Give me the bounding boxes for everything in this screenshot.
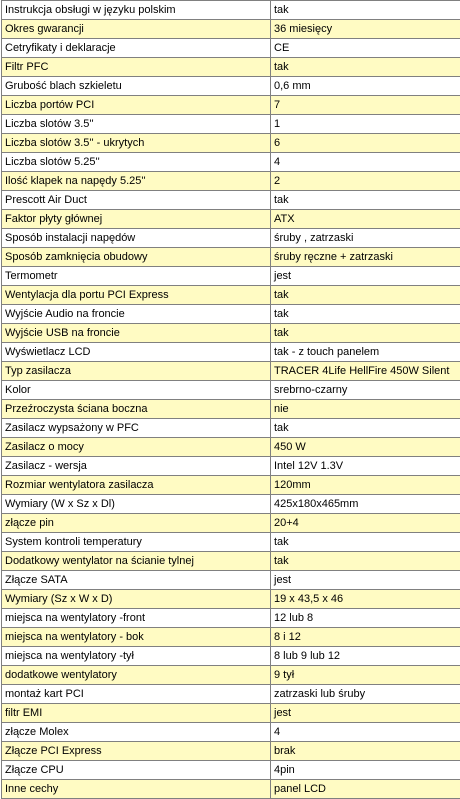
spec-label-cell: Grubość blach szkieletu <box>2 77 271 96</box>
spec-label-cell: Sposób zamknięcia obudowy <box>2 248 271 267</box>
spec-value-cell: 4 <box>271 723 460 742</box>
spec-label-cell: Prescott Air Duct <box>2 191 271 210</box>
spec-value-cell: 20+4 <box>271 514 460 533</box>
spec-value-cell: Intel 12V 1.3V <box>271 457 460 476</box>
spec-value-cell: 7 <box>271 96 460 115</box>
spec-label-cell: miejsca na wentylatory -tył <box>2 647 271 666</box>
table-row <box>2 514 460 533</box>
table-row <box>2 666 460 685</box>
table-row <box>2 96 460 115</box>
spec-label-cell: Instrukcja obsługi w języku polskim <box>2 1 271 20</box>
spec-label-cell: System kontroli temperatury <box>2 533 271 552</box>
table-row <box>2 362 460 381</box>
spec-label-cell: Ilość klapek na napędy 5.25'' <box>2 172 271 191</box>
spec-label-cell: Kolor <box>2 381 271 400</box>
spec-value-cell: srebrno-czarny <box>271 381 460 400</box>
spec-label-cell: złącze Molex <box>2 723 271 742</box>
spec-value-cell: tak <box>271 324 460 343</box>
spec-label-cell: Liczba portów PCI <box>2 96 271 115</box>
spec-value-cell: 8 lub 9 lub 12 <box>271 647 460 666</box>
spec-label-cell: Cetryfikaty i deklaracje <box>2 39 271 58</box>
table-row <box>2 210 460 229</box>
table-row <box>2 495 460 514</box>
spec-label-cell: Wymiary (W x Sz x Dl) <box>2 495 271 514</box>
spec-value-cell: śruby , zatrzaski <box>271 229 460 248</box>
spec-label-cell: Wentylacja dla portu PCI Express <box>2 286 271 305</box>
spec-label-cell: Złącze SATA <box>2 571 271 590</box>
spec-label-cell: filtr EMI <box>2 704 271 723</box>
spec-value-cell: tak - z touch panelem <box>271 343 460 362</box>
table-row <box>2 134 460 153</box>
table-row <box>2 685 460 704</box>
spec-value-cell: 2 <box>271 172 460 191</box>
spec-label-cell: Sposób instalacji napędów <box>2 229 271 248</box>
spec-value-cell: tak <box>271 1 460 20</box>
spec-value-cell: 4 <box>271 153 460 172</box>
table-row <box>2 438 460 457</box>
spec-value-cell: ATX <box>271 210 460 229</box>
spec-value-cell: zatrzaski lub śruby <box>271 685 460 704</box>
table-row <box>2 780 460 799</box>
spec-value-cell: TRACER 4Life HellFire 450W Silent <box>271 362 460 381</box>
spec-label-cell: Inne cechy <box>2 780 271 799</box>
table-row <box>2 761 460 780</box>
spec-value-cell: 8 i 12 <box>271 628 460 647</box>
table-row <box>2 286 460 305</box>
spec-value-cell: 36 miesięcy <box>271 20 460 39</box>
spec-label-cell: Złącze PCI Express <box>2 742 271 761</box>
spec-value-cell: tak <box>271 286 460 305</box>
table-row <box>2 191 460 210</box>
spec-value-cell: śruby ręczne + zatrzaski <box>271 248 460 267</box>
table-row <box>2 267 460 286</box>
spec-label-cell: Wyjście Audio na froncie <box>2 305 271 324</box>
spec-value-cell: panel LCD <box>271 780 460 799</box>
spec-value-cell: jest <box>271 704 460 723</box>
specification-table-body <box>2 1 460 799</box>
spec-value-cell: 425x180x465mm <box>271 495 460 514</box>
table-row <box>2 571 460 590</box>
table-row <box>2 609 460 628</box>
spec-label-cell: Rozmiar wentylatora zasilacza <box>2 476 271 495</box>
table-row <box>2 533 460 552</box>
spec-value-cell: 9 tył <box>271 666 460 685</box>
table-row <box>2 742 460 761</box>
table-row <box>2 115 460 134</box>
spec-label-cell: montaż kart PCI <box>2 685 271 704</box>
spec-label-cell: Liczba slotów 5.25'' <box>2 153 271 172</box>
table-row <box>2 457 460 476</box>
spec-value-cell: 450 W <box>271 438 460 457</box>
table-row <box>2 343 460 362</box>
table-row <box>2 153 460 172</box>
spec-label-cell: Wyświetlacz LCD <box>2 343 271 362</box>
spec-label-cell: Przeźroczysta ściana boczna <box>2 400 271 419</box>
table-row <box>2 647 460 666</box>
spec-value-cell: nie <box>271 400 460 419</box>
spec-value-cell: 0,6 mm <box>271 77 460 96</box>
specification-table <box>1 0 460 799</box>
spec-label-cell: Filtr PFC <box>2 58 271 77</box>
spec-value-cell: jest <box>271 571 460 590</box>
table-row <box>2 704 460 723</box>
spec-label-cell: Zasilacz wypsażony w PFC <box>2 419 271 438</box>
table-row <box>2 39 460 58</box>
table-row <box>2 229 460 248</box>
spec-label-cell: Liczba slotów 3.5'' - ukrytych <box>2 134 271 153</box>
table-row <box>2 476 460 495</box>
spec-label-cell: Wyjście USB na froncie <box>2 324 271 343</box>
spec-value-cell: tak <box>271 552 460 571</box>
spec-label-cell: Zasilacz - wersja <box>2 457 271 476</box>
table-row <box>2 400 460 419</box>
spec-value-cell: tak <box>271 305 460 324</box>
spec-value-cell: 4pin <box>271 761 460 780</box>
spec-label-cell: Typ zasilacza <box>2 362 271 381</box>
table-row <box>2 723 460 742</box>
spec-value-cell: 1 <box>271 115 460 134</box>
spec-label-cell: dodatkowe wentylatory <box>2 666 271 685</box>
spec-label-cell: Okres gwarancji <box>2 20 271 39</box>
table-row <box>2 419 460 438</box>
table-row <box>2 172 460 191</box>
spec-value-cell: CE <box>271 39 460 58</box>
spec-value-cell: tak <box>271 533 460 552</box>
spec-label-cell: Dodatkowy wentylator na ścianie tylnej <box>2 552 271 571</box>
spec-value-cell: 19 x 43,5 x 46 <box>271 590 460 609</box>
spec-value-cell: tak <box>271 58 460 77</box>
table-row <box>2 552 460 571</box>
spec-value-cell: 12 lub 8 <box>271 609 460 628</box>
spec-label-cell: Termometr <box>2 267 271 286</box>
spec-label-cell: złącze pin <box>2 514 271 533</box>
spec-value-cell: brak <box>271 742 460 761</box>
table-row <box>2 381 460 400</box>
table-row <box>2 77 460 96</box>
table-row <box>2 20 460 39</box>
table-row <box>2 1 460 20</box>
table-row <box>2 305 460 324</box>
spec-value-cell: 6 <box>271 134 460 153</box>
spec-value-cell: 120mm <box>271 476 460 495</box>
table-row <box>2 590 460 609</box>
table-row <box>2 58 460 77</box>
spec-label-cell: Liczba slotów 3.5'' <box>2 115 271 134</box>
table-row <box>2 628 460 647</box>
spec-label-cell: miejsca na wentylatory -front <box>2 609 271 628</box>
spec-label-cell: Złącze CPU <box>2 761 271 780</box>
spec-value-cell: jest <box>271 267 460 286</box>
spec-label-cell: miejsca na wentylatory - bok <box>2 628 271 647</box>
spec-label-cell: Wymiary (Sz x W x D) <box>2 590 271 609</box>
spec-value-cell: tak <box>271 191 460 210</box>
spec-value-cell: tak <box>271 419 460 438</box>
spec-label-cell: Faktor płyty głównej <box>2 210 271 229</box>
table-row <box>2 248 460 267</box>
table-row <box>2 324 460 343</box>
spec-label-cell: Zasilacz o mocy <box>2 438 271 457</box>
